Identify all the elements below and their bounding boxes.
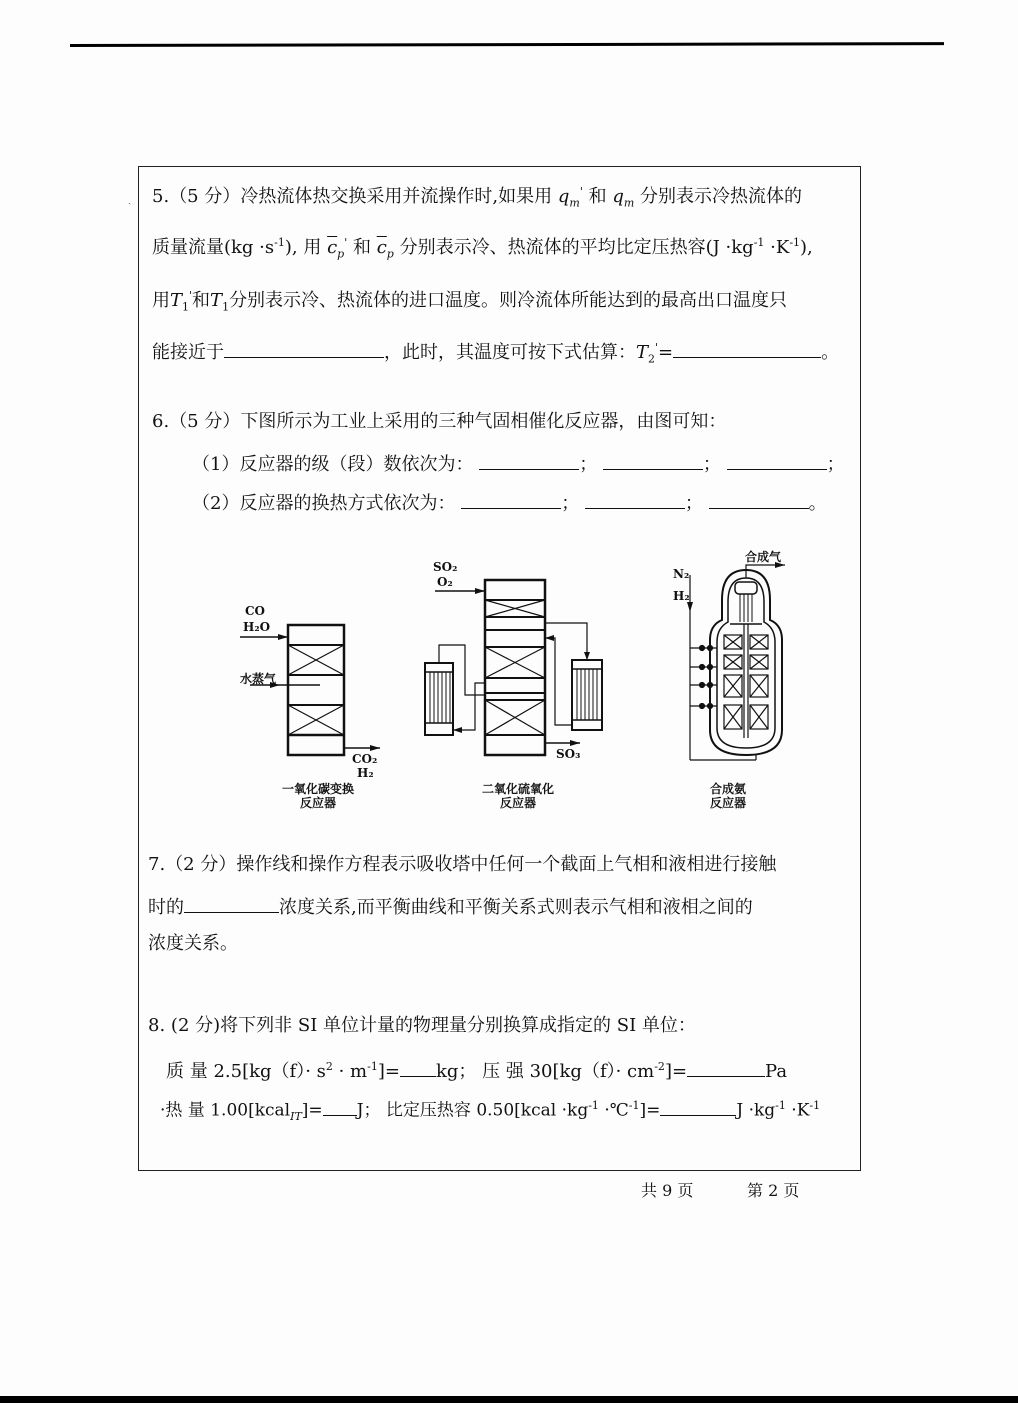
q6-sub2: （2）反应器的换热方式依次为： ； ； 。 xyxy=(192,490,827,516)
q5-line1: 5.（5 分）冷热流体热交换采用并流操作时,如果用 $q_m'$ 和 $q_m$ 分别表示冷热流体的 xyxy=(152,185,803,210)
so3-label: SO₃ xyxy=(556,747,581,761)
q8-cp-blank[interactable] xyxy=(660,1097,736,1116)
left-heat-exchanger xyxy=(425,645,485,735)
reactor-outer-shell xyxy=(710,570,782,755)
q7-line1: 7.（2 分）操作线和操作方程表示吸收塔中任何一个截面上气相和液相进行接触 xyxy=(148,854,777,875)
co-shift-caption: 一氧化碳变换 反应器 xyxy=(281,782,354,810)
q8-pressure-blank[interactable] xyxy=(687,1058,765,1077)
syngas-label: 合成气 xyxy=(745,550,782,564)
q7-blank[interactable] xyxy=(184,894,279,913)
h2o-label: H₂O xyxy=(243,620,271,634)
q8-line2: ·热 量 1.00[kcal$_{IT}$]= J； 比定压热容 0.50[kcal $\cdot kg^{-1}$ ·℃$^{-1}$]= $J \cdot kg^{-1} \cdot K^{-1}$ xyxy=(160,1094,820,1129)
q6-sub2-blank-1[interactable] xyxy=(461,490,561,509)
qm-cold: q xyxy=(557,186,570,207)
q6-sub1-blank-2[interactable] xyxy=(603,451,703,470)
co-label: CO xyxy=(245,604,266,618)
q8-heat-blank[interactable] xyxy=(323,1097,357,1116)
scan-bottom-edge xyxy=(0,1396,1018,1403)
q7-line3: 浓度关系。 xyxy=(148,933,238,954)
q8-mass-blank[interactable] xyxy=(400,1058,436,1077)
ammonia-synthesis-caption: 合成氨 反应器 xyxy=(709,782,746,810)
q6-sub1-blank-3[interactable] xyxy=(727,451,827,470)
co-shift-reactor-diagram xyxy=(240,620,380,770)
q7-line2: 时的 浓度关系,而平衡曲线和平衡关系式则表示气相和液相之间的 xyxy=(148,894,753,920)
T1-hot: T xyxy=(210,290,223,311)
cp-hot: $\overline{c}$ xyxy=(376,237,387,258)
q5-line2: 质量流量$(kg \cdot s^{-1})$, 用 $\overline{c}_p'$ 和 $\overline{c}_p$ 分别表示冷、热流体的平均比定压热容$(J \cdot kg^{-1} \cdot K^{-1})$, xyxy=(152,236,813,261)
total-pages: 共 9 页 xyxy=(641,1181,694,1200)
q6-stem: 6.（5 分）下图所示为工业上采用的三种气固相催化反应器，由图可知： xyxy=(152,411,727,432)
scan-artifact: ˎ xyxy=(128,194,132,205)
right-heat-exchanger xyxy=(545,623,602,730)
co2-label: CO₂ xyxy=(352,752,378,766)
q5-blank-2[interactable] xyxy=(673,339,821,358)
q6-sub2-blank-3[interactable] xyxy=(709,490,809,509)
q5-line4: 能接近于 ，此时，其温度可按下式估算：$T_2'=$ 。 xyxy=(152,341,840,366)
cold-shot-injection-lines xyxy=(690,646,717,709)
q6-sub2-blank-2[interactable] xyxy=(585,490,685,509)
q5-line3: 用$T_1'$和$T_1$分别表示冷、热流体的进口温度。则冷流体所能达到的最高出口温度只 xyxy=(152,289,788,314)
q5-number: 5. xyxy=(152,186,170,207)
h2-feed-label: H₂ xyxy=(673,589,690,603)
cp-cold: $\overline{c}$ xyxy=(327,237,338,258)
qm-hot: q xyxy=(612,186,624,207)
header-rule xyxy=(70,42,944,47)
T1-cold: T xyxy=(170,290,183,311)
so2-label: SO₂ xyxy=(433,560,458,574)
reactor-inner-shell xyxy=(717,578,775,748)
q6-sub1-blank-1[interactable] xyxy=(479,451,579,470)
so2-oxidation-caption: 二氧化硫氧化 反应器 xyxy=(481,782,554,810)
current-page: 第 2 页 xyxy=(747,1181,800,1200)
steam-label: 水蒸气 xyxy=(240,672,277,686)
reactor-shell xyxy=(485,580,545,755)
o2-label: O₂ xyxy=(437,575,453,589)
catalyst-beds xyxy=(724,635,768,729)
q5-blank-1[interactable] xyxy=(224,339,384,358)
n2-label: N₂ xyxy=(673,567,690,581)
q5-score: （5 分） xyxy=(169,186,241,207)
so2-oxidation-reactor-diagram xyxy=(420,575,610,760)
h2-label: H₂ xyxy=(357,766,374,780)
q8-stem: 8. (2 分)将下列非 SI 单位计量的物理量分别换算成指定的 SI 单位： xyxy=(148,1015,696,1036)
q8-line1: 质 量 $2.5[kg(f)\cdot s^2 \cdot m^{-1}]=$ kg； 压 强 $30[kg(f)\cdot cm^{-2}]= Pa$ xyxy=(166,1060,788,1082)
ammonia-synthesis-reactor-diagram xyxy=(680,560,810,760)
q6-sub1: （1）反应器的级（段）数依次为： ； ； ； xyxy=(192,451,845,477)
